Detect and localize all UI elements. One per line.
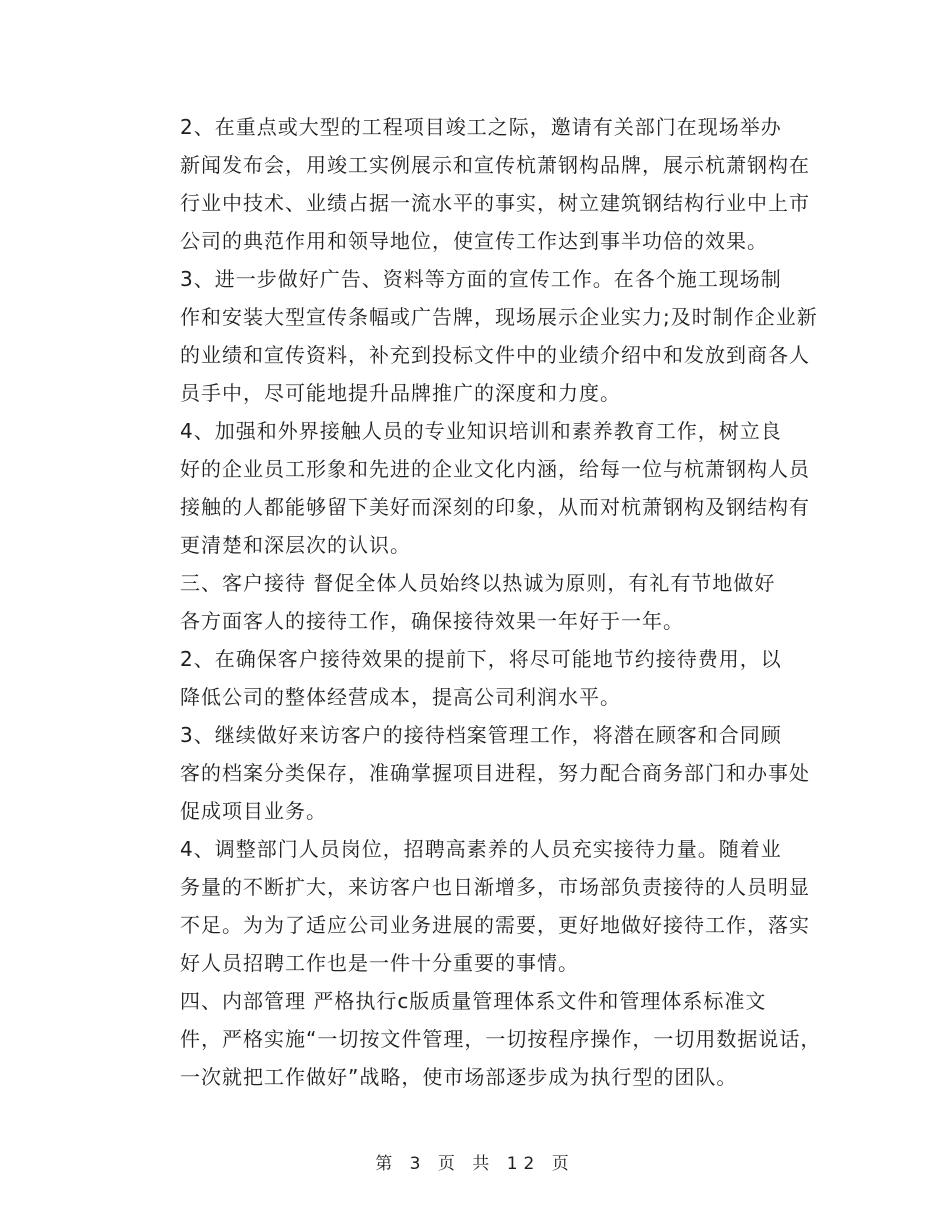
paragraph-line: 4、调整部门人员岗位，招聘高素养的人员充实接待力量。随着业: [180, 837, 782, 861]
paragraph-line: 促成项目业务。: [180, 799, 327, 823]
paragraph-line: 新闻发布会，用竣工实例展示和宣传杭萧钢构品牌，展示杭萧钢构在: [180, 153, 810, 177]
paragraph-line: 务量的不断扩大，来访客户也日渐增多，市场部负责接待的人员明显: [180, 875, 810, 899]
paragraph-line: 更清楚和深层次的认识。: [180, 533, 411, 557]
document-body: [140, 108, 822, 1096]
paragraph-promotion-3: [140, 260, 818, 412]
paragraph-line: 好的企业员工形象和先进的企业文化内涵，给每一位与杭萧钢构人员: [180, 457, 810, 481]
paragraph-line: 行业中技术、业绩占据一流水平的事实，树立建筑钢结构行业中上市: [180, 191, 810, 215]
paragraph-line: 四、内部管理 严格执行c版质量管理体系文件和管理体系标准文: [180, 989, 767, 1013]
paragraph-line: 各方面客人的接待工作，确保接待效果一年好于一年。: [180, 609, 684, 633]
paragraph-promotion-4: [140, 412, 810, 564]
paragraph-line: 一次就把工作做好”战略，使市场部逐步成为执行型的团队。: [180, 1065, 738, 1089]
paragraph-line: 的业绩和宣传资料，补充到投标文件中的业绩介绍中和发放到商各人: [180, 343, 810, 367]
paragraph-line: 公司的典范作用和领导地位，使宣传工作达到事半功倍的效果。: [180, 229, 768, 253]
paragraph-line: 4、加强和外界接触人员的专业知识培训和素养教育工作，树立良: [180, 419, 782, 443]
paragraph-line: 不足。为为了适应公司业务进展的需要，更好地做好接待工作，落实: [180, 913, 810, 937]
paragraph-line: 客的档案分类保存，准确掌握项目进程，努力配合商务部门和办事处: [180, 761, 810, 785]
paragraph-promotion-2: [140, 108, 810, 260]
paragraph-reception-2: [140, 640, 810, 716]
paragraph-line: 3、进一步做好广告、资料等方面的宣传工作。在各个施工现场制: [180, 267, 782, 291]
paragraph-line: 三、客户接待 督促全体人员始终以热诚为原则，有礼有节地做好: [180, 571, 776, 595]
paragraph-reception-3: [140, 716, 810, 830]
paragraph-line: 作和安装大型宣传条幅或广告牌，现场展示企业实力;及时制作企业新: [180, 305, 818, 329]
paragraph-line: 员手中，尽可能地提升品牌推广的深度和力度。: [180, 381, 621, 405]
paragraph-line: 好人员招聘工作也是一件十分重要的事情。: [180, 951, 579, 975]
paragraph-internal-management: [140, 982, 822, 1096]
paragraph-reception-4: [140, 830, 810, 982]
paragraph-line: 降低公司的整体经营成本，提高公司利润水平。: [180, 685, 621, 709]
paragraph-line: 接触的人都能够留下美好而深刻的印象，从而对杭萧钢构及钢结构有: [180, 495, 810, 519]
paragraph-line: 3、继续做好来访客户的接待档案管理工作，将潜在顾客和合同顾: [180, 723, 782, 747]
page-number-footer: 第 3 页 共 12 页: [375, 1154, 575, 1174]
paragraph-line: 2、在确保客户接待效果的提前下，将尽可能地节约接待费用，以: [180, 647, 782, 671]
paragraph-customer-reception: [140, 564, 810, 640]
paragraph-line: 2、在重点或大型的工程项目竣工之际，邀请有关部门在现场举办: [180, 115, 782, 139]
paragraph-line: 件，严格实施“一切按文件管理，一切按程序操作，一切用数据说话，: [180, 1027, 822, 1051]
